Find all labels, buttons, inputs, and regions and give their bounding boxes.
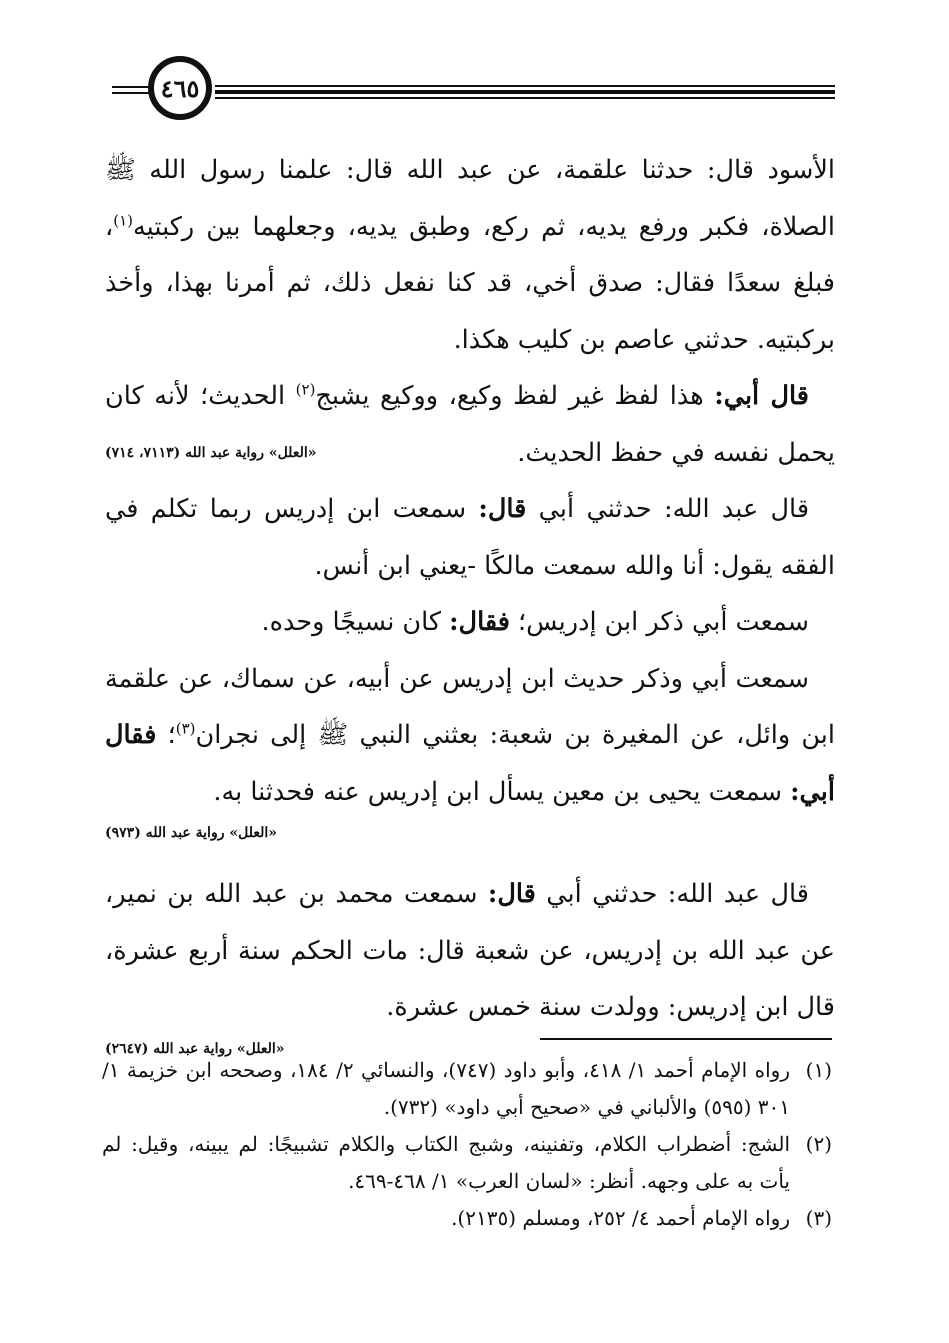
footnote-ref-1[interactable]: (١) xyxy=(113,211,134,229)
text: قال عبد الله: حدثني أبي xyxy=(526,494,810,524)
footnote-ref-2[interactable]: (٢) xyxy=(295,380,316,399)
source-reference: «العلل» رواية عبد الله (٢٦٤٧) xyxy=(105,1040,285,1057)
paragraph-5 xyxy=(105,651,835,821)
speaker-lead: قال: xyxy=(478,494,527,524)
header-rule xyxy=(215,90,835,94)
paragraph-2 xyxy=(105,368,835,481)
text: سمعت ابن إدريس ربما تكلم في الفقه يقول: أنا والله سمعت مالكًا -يعني ابن أنس. xyxy=(105,494,835,581)
text: سمعت أبي ذكر ابن إدريس؛ xyxy=(509,607,809,637)
footnote-text: رواه الإمام أحمد ١/ ٤١٨، وأبو داود (٧٤٧)، والنسائي ٢/ ١٨٤، وصححه ابن خزيمة ١/ ٣٠١ (٥٩٥) والألباني في «صحيح أبي داود» (٧٣٢). xyxy=(102,1058,790,1119)
text: سمعت أبي وذكر حديث ابن إدريس عن أبيه، عن سماك، عن علقمة ابن وائل، عن المغيرة بن شعبة: بعثني النبي ﷺ إلى نجران xyxy=(105,663,835,750)
speaker-lead: قال: xyxy=(487,879,536,909)
page-header xyxy=(0,52,949,132)
paragraph-6 xyxy=(105,866,835,1036)
footnote-text: رواه الإمام أحمد ٤/ ٢٥٢، ومسلم (٢١٣٥). xyxy=(451,1206,790,1230)
main-text xyxy=(105,142,835,1082)
text: الحديث؛ لأنه كان يحمل نفسه في حفظ الحديث. xyxy=(105,381,835,468)
text: الأسود قال: حدثنا علقمة، عن عبد الله قال: علمنا رسول الله ﷺ الصلاة، فكبر ورفع يديه، ثم ركع، وطبق يديه، وجعلهما بين ركبتيه xyxy=(105,155,835,242)
speaker-lead: فقال أبي: xyxy=(105,720,835,807)
source-reference: «العلل» رواية عبد الله (٩٧٣) xyxy=(105,825,277,841)
footnote-number: (١) xyxy=(805,1058,832,1082)
paragraph-1 xyxy=(105,142,835,368)
text: قال عبد الله: حدثني أبي xyxy=(535,879,809,909)
footnote-number: (٣) xyxy=(805,1206,832,1230)
footnote-3 xyxy=(102,1200,832,1237)
text: سمعت يحيى بن معين يسأل ابن إدريس عنه فحدثنا به. xyxy=(213,776,791,807)
header-rule xyxy=(215,97,835,99)
footnote-ref-3[interactable]: (٣) xyxy=(175,719,196,738)
text: ؛ xyxy=(156,720,176,750)
header-rule-left xyxy=(112,86,152,88)
speaker-lead: قال أبي: xyxy=(714,381,809,411)
header-rule xyxy=(215,85,835,87)
paragraph-3 xyxy=(105,481,835,594)
footnotes xyxy=(102,1052,832,1237)
footnote-2 xyxy=(102,1126,832,1200)
footnote-text: الشج: أضطراب الكلام، وتفنينه، وشبج الكتاب والكلام تشبيجًا: لم يبينه، وقيل: لم يأت به على وجهه. أنظر: «لسان العرب» ١/ ٤٦٨-٤٦٩. xyxy=(102,1132,790,1193)
page-number: ٤٦٥ xyxy=(148,56,212,120)
footnote-1 xyxy=(102,1052,832,1126)
text: كان نسيجًا وحده. xyxy=(261,607,450,637)
text: سمعت محمد بن عبد الله بن نمير، عن عبد الله بن إدريس، عن شعبة قال: مات الحكم سنة أربع عشرة، قال ابن إدريس: وولدت سنة خمس عشرة. xyxy=(105,879,835,1022)
footnote-number: (٢) xyxy=(805,1132,832,1156)
source-reference: «العلل» رواية عبد الله (٧١١٣، ٧١٤) xyxy=(105,444,317,461)
footnote-divider xyxy=(540,1038,832,1040)
header-rule-left xyxy=(112,92,152,94)
text: هذا لفظ غير لفظ وكيع، ووكيع يشبج xyxy=(315,381,715,411)
paragraph-4 xyxy=(105,594,835,651)
text: ، فبلغ سعدًا فقال: صدق أخي، قد كنا نفعل ذلك، ثم أمرنا بهذا، وأخذ بركبتيه. حدثني عاصم بن كليب هكذا. xyxy=(105,211,835,355)
speaker-lead: فقال: xyxy=(449,607,510,637)
